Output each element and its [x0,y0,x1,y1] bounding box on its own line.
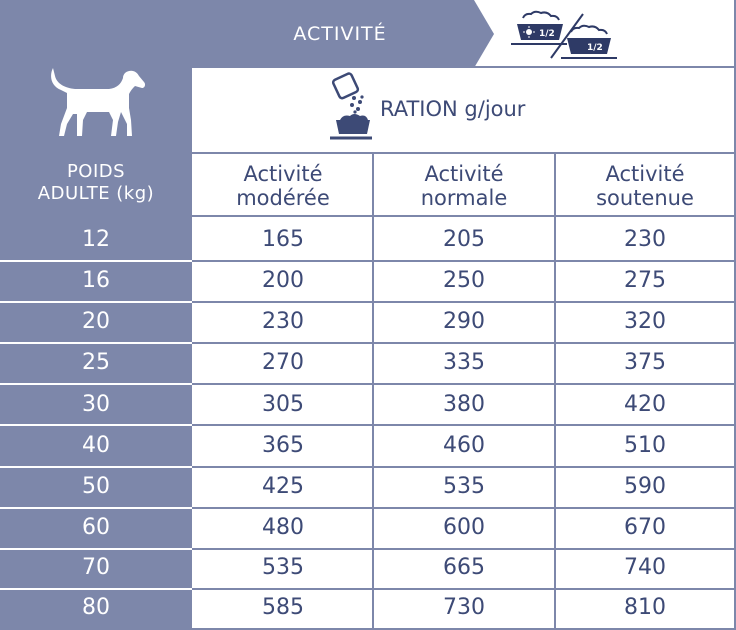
column-header-sustained [556,155,734,215]
column-header-line: Activité [605,162,685,186]
value-cell: 665 [443,555,485,580]
value-cell: 380 [443,392,485,417]
weight-cell: 16 [82,268,110,293]
weight-cell: 60 [82,515,110,540]
column-header-line: Activité [243,162,323,186]
weight-cell: 20 [82,309,110,334]
value-cell: 250 [443,268,485,293]
grid-line [192,66,736,68]
weight-header-line1: POIDS [66,161,126,182]
value-cell: 365 [262,433,304,458]
column-header-line: Activité [424,162,504,186]
value-cell: 165 [262,227,304,252]
weight-cell: 50 [82,474,110,499]
value-cell: 510 [624,433,666,458]
value-cell: 205 [443,227,485,252]
value-cell: 670 [624,515,666,540]
value-cell: 200 [262,268,304,293]
value-cell: 600 [443,515,485,540]
feed-badge-right: 1/2 [587,43,603,53]
value-cell: 730 [443,595,485,620]
activity-label: ACTIVITÉ [293,23,387,45]
value-cell: 375 [624,350,666,375]
column-header-line: normale [420,186,508,210]
grid-line [192,152,736,154]
column-header-moderate [194,155,372,215]
value-cell: 810 [624,595,666,620]
column-header-line: modérée [236,186,330,210]
grid-line [192,215,736,217]
weight-cell: 80 [82,595,110,620]
value-cell: 270 [262,350,304,375]
value-cell: 275 [624,268,666,293]
weight-header-line2: ADULTE (kg) [37,183,155,204]
weight-cell: 70 [82,555,110,580]
value-cell: 590 [624,474,666,499]
column-header-line: soutenue [596,186,694,210]
weight-cell: 12 [82,227,110,252]
value-cell: 535 [443,474,485,499]
weight-cell: 40 [82,433,110,458]
value-cell: 585 [262,595,304,620]
dog-icon [47,64,147,142]
value-cell: 480 [262,515,304,540]
value-cell: 305 [262,392,304,417]
weight-header [0,161,192,205]
value-cell: 335 [443,350,485,375]
feed-bowl-day-night-icon [507,10,619,60]
value-cell: 740 [624,555,666,580]
value-cell: 425 [262,474,304,499]
value-cell: 230 [624,227,666,252]
feed-badge-left: 1/2 [539,29,555,39]
weight-cell: 25 [82,350,110,375]
value-cell: 230 [262,309,304,334]
food-scoop-icon [330,72,372,144]
column-header-normal [374,155,554,215]
value-cell: 320 [624,309,666,334]
value-cell: 535 [262,555,304,580]
ration-label: RATION g/jour [380,97,526,121]
value-cell: 460 [443,433,485,458]
value-cell: 290 [443,309,485,334]
weight-cell: 30 [82,392,110,417]
value-cell: 420 [624,392,666,417]
